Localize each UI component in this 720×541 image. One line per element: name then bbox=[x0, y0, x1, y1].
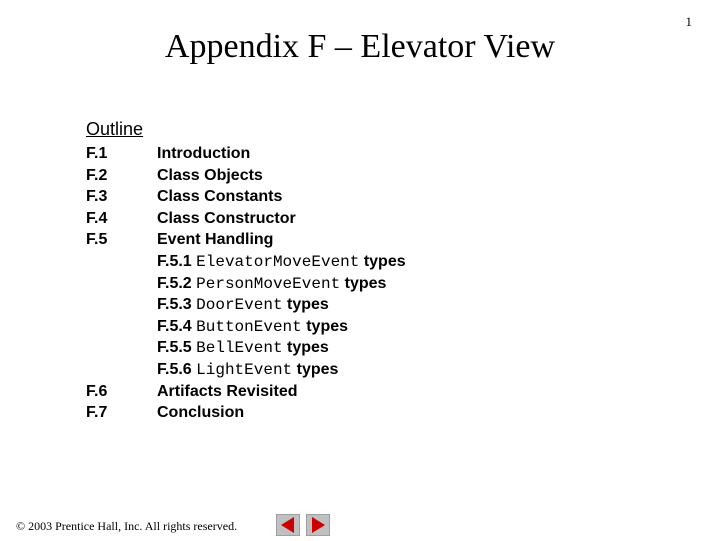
outline-text: Introduction bbox=[157, 145, 251, 162]
outline-text: Event Handling bbox=[157, 231, 274, 249]
subitem-number: F.5.3 bbox=[157, 296, 192, 314]
outline-number: F.3 bbox=[86, 188, 108, 206]
subitem-suffix: types bbox=[296, 360, 339, 378]
subitem-suffix: types bbox=[287, 339, 329, 357]
subitem-suffix: types bbox=[287, 296, 329, 314]
outline-subitem bbox=[157, 273, 386, 296]
subitem-number: F.5.5 bbox=[157, 339, 192, 357]
outline-text: Conclusion bbox=[157, 404, 245, 422]
outline-subitem bbox=[157, 251, 406, 274]
outline-number: F.2 bbox=[86, 166, 108, 184]
outline-number: F.7 bbox=[86, 404, 108, 422]
subitem-code: ElevatorMoveEvent bbox=[196, 252, 360, 271]
subitem-code: DoorEvent bbox=[196, 296, 283, 315]
outline-subitem bbox=[157, 316, 348, 339]
subitem-number: F.5.1 bbox=[157, 252, 192, 270]
outline-number: F.5 bbox=[86, 231, 108, 249]
copyright-notice: © 2003 Prentice Hall, Inc. All rights reserved. bbox=[16, 519, 238, 533]
outline-subitem bbox=[157, 337, 329, 360]
next-slide-button[interactable] bbox=[306, 514, 330, 536]
subitem-code: ButtonEvent bbox=[196, 317, 302, 336]
subitem-number: F.5.2 bbox=[157, 274, 192, 292]
right-arrow-icon bbox=[306, 514, 330, 536]
subitem-number: F.5.6 bbox=[157, 360, 192, 378]
subitem-suffix: types bbox=[306, 317, 349, 335]
page-number: 1 bbox=[685, 14, 692, 29]
page-title bbox=[0, 28, 720, 66]
outline-number: F.6 bbox=[86, 382, 108, 400]
outline-subitem bbox=[157, 294, 329, 317]
outline-subitem bbox=[157, 359, 338, 382]
left-arrow-icon bbox=[276, 514, 300, 536]
subitem-suffix: types bbox=[344, 274, 387, 292]
outline-number: F.4 bbox=[86, 209, 108, 227]
outline-text: Class Objects bbox=[157, 166, 263, 184]
subitem-number: F.5.4 bbox=[157, 317, 192, 335]
previous-slide-button[interactable] bbox=[276, 514, 300, 536]
outline-heading: Outline bbox=[86, 119, 144, 139]
subitem-suffix: types bbox=[363, 252, 406, 270]
subitem-code: BellEvent bbox=[196, 339, 283, 358]
outline-text: Artifacts Revisited bbox=[157, 382, 298, 400]
outline-number: F.1 bbox=[86, 145, 108, 162]
outline-text: Class Constants bbox=[157, 188, 283, 206]
page-title-text: Appendix F – Elevator View bbox=[164, 28, 556, 65]
outline-text: Class Constructor bbox=[157, 209, 296, 227]
subitem-code: PersonMoveEvent bbox=[196, 274, 341, 293]
subitem-code: LightEvent bbox=[196, 360, 293, 379]
